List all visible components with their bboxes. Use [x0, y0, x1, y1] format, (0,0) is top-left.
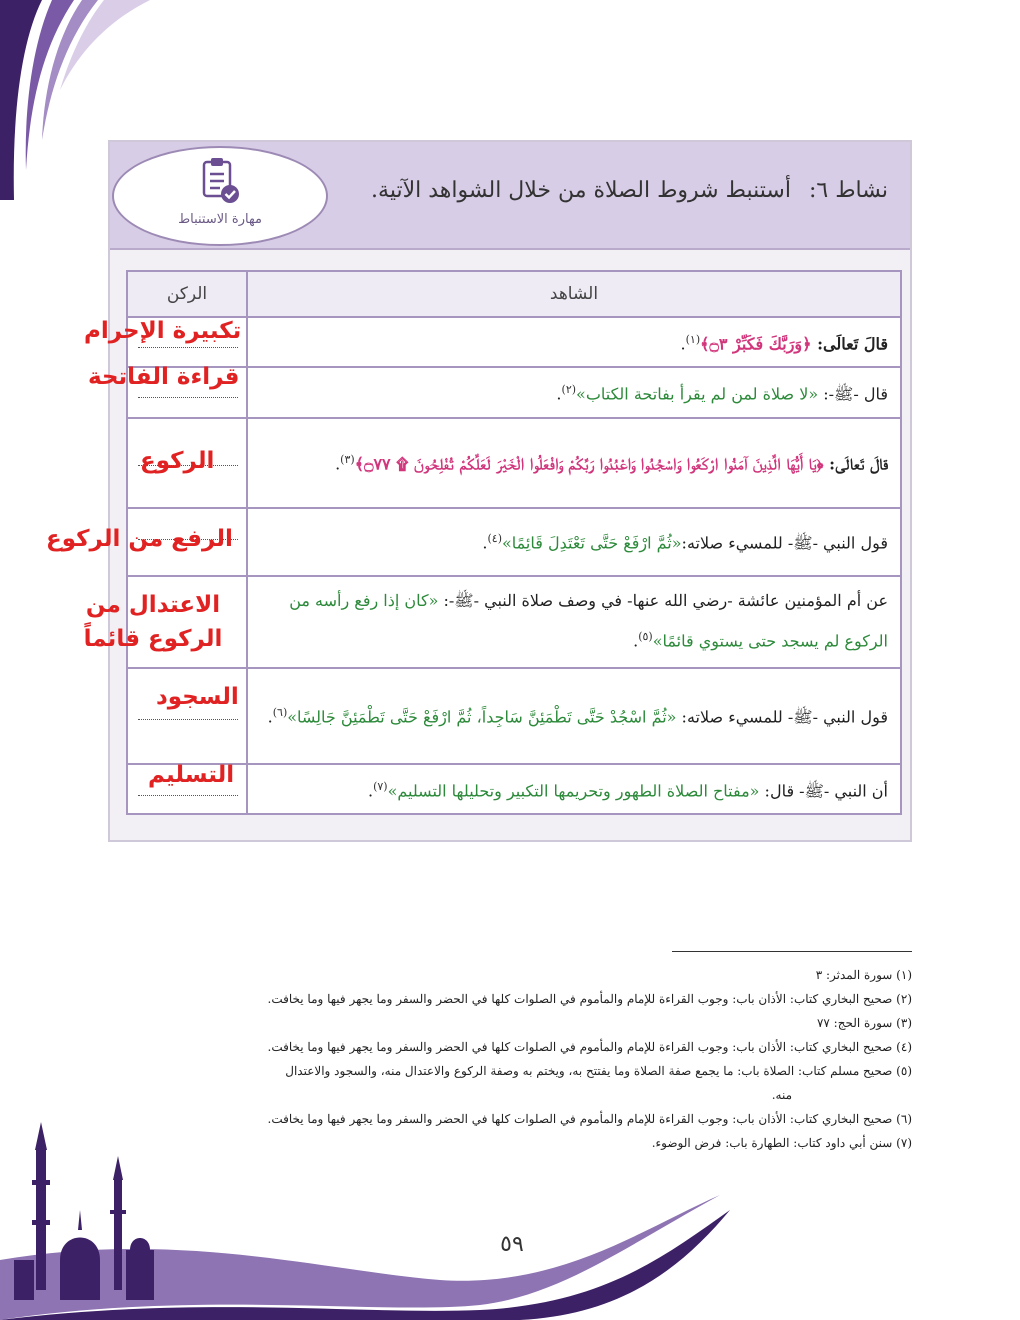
quote-open: «	[808, 384, 819, 404]
footnote-ref: (٧)	[373, 779, 388, 793]
evidence-text: وَرَبَّكَ فَكَبِّرْ ۝٣	[709, 334, 803, 354]
footnote-ref: (٤)	[487, 532, 502, 546]
footnote-4: (٤) صحيح البخاري كتاب: الأذان باب: وجوب القراءة للإمام والمأموم في الصلوات كلها في الحضر والسفر وما يجهر فيها وما يخافت.	[267, 1040, 912, 1054]
evidence-cell	[247, 418, 901, 508]
footnote-3: (٣) سورة الحج: ٧٧	[816, 1016, 912, 1030]
answer-takbir: تكبيرة الإحرام	[84, 318, 242, 344]
answer-itidal	[78, 588, 228, 656]
sentence-end: .	[367, 780, 374, 800]
answer-tasleem: التسليم	[148, 762, 235, 788]
evidence-cell	[247, 367, 901, 417]
answer-itidal-line1: الاعتدال من	[85, 592, 221, 618]
quote-open: ﴿	[802, 334, 818, 354]
sentence-end: .	[335, 454, 341, 474]
quote-open: «	[428, 591, 439, 611]
sentence-end: .	[633, 631, 639, 651]
evidence-text: مفتاح الصلاة الطهور وتحريمها التكبير وتحليلها التسليم	[397, 780, 750, 800]
sentence-end: .	[680, 334, 686, 354]
mosque-silhouette-decoration	[0, 1110, 1020, 1320]
evidence-text: لا صلاة لمن لم يقرأ بفاتحة الكتاب	[585, 384, 809, 404]
footnote-ref: (٣)	[340, 453, 355, 467]
evidence-intro: قالَ تَعالَى:	[817, 334, 888, 354]
evidence-cell	[247, 317, 901, 367]
table-header-row	[127, 271, 901, 317]
skill-badge	[112, 146, 328, 246]
page-number: ٥٩	[500, 1232, 524, 1257]
footnote-5-continued: منه.	[771, 1088, 792, 1102]
quote-close: »	[501, 533, 512, 553]
header-evidence: الشاهد	[247, 271, 901, 317]
skill-label: مهارة الاستنباط	[178, 212, 262, 227]
sentence-end: .	[482, 533, 488, 553]
quote-close: »	[387, 780, 398, 800]
quote-open: «	[666, 707, 677, 727]
footnote-ref: (٢)	[561, 383, 577, 397]
footnote-divider	[672, 951, 912, 952]
footnote-7: (٧) سنن أبي داود كتاب: الطهارة باب: فرض الوضوء.	[651, 1136, 912, 1150]
sentence-end: .	[556, 384, 562, 404]
footnote-ref: (٥)	[638, 630, 653, 644]
activity-instruction: أستنبط شروط الصلاة من خلال الشواهد الآتية.	[371, 178, 791, 203]
footnote-ref: (٦)	[272, 706, 288, 720]
activity-card	[108, 140, 912, 842]
evidence-cell	[247, 764, 901, 814]
table-row	[127, 668, 901, 764]
evidence-text: يَا أَيُّهَا الَّذِينَ آمَنُوا ارْكَعُوا وَاسْجُدُوا وَاعْبُدُوا رَبَّكُمْ وَافْعَلُوا الْخَيْرَ لَعَلَّكُمْ تُفْلِحُونَ ۩ ۝٧٧	[364, 454, 817, 474]
quote-close: ﴾	[700, 334, 710, 354]
quote-close: »	[576, 384, 586, 404]
evidence-intro: قول النبي -ﷺ- للمسيء صلاته:	[681, 533, 888, 553]
footnote-1: (١) سورة المدثر: ٣	[815, 968, 912, 982]
quote-close: »	[287, 707, 298, 727]
quote-open: «	[671, 533, 682, 553]
activity-header	[110, 142, 910, 250]
table-row	[127, 367, 901, 417]
evidence-cell	[247, 668, 901, 764]
table-row	[127, 764, 901, 814]
footnote-6: (٦) صحيح البخاري كتاب: الأذان باب: وجوب القراءة للإمام والمأموم في الصلوات كلها في الحضر والسفر وما يجهر فيها وما يخافت.	[267, 1112, 912, 1126]
evidence-intro: قالَ تَعالَى:	[829, 454, 888, 474]
table-row	[127, 418, 901, 508]
activity-title	[371, 178, 888, 203]
evidence-intro: قول النبي -ﷺ- للمسيء صلاته:	[676, 707, 888, 727]
table-row	[127, 576, 901, 668]
evidence-intro: عن أم المؤمنين عائشة -رضي الله عنها- في وصف صلاة النبي -ﷺ-:	[438, 591, 888, 611]
quote-open: «	[749, 780, 760, 800]
clipboard-checklist-icon	[200, 156, 240, 206]
answer-itidal-line2: الركوع قائماً	[83, 626, 223, 652]
activity-number: نشاط ٦:	[808, 178, 888, 203]
answer-raf: الرفع من الركوع	[46, 526, 233, 552]
answer-fatiha: قراءة الفاتحة	[88, 364, 240, 390]
evidence-text: كان إذا رفع رأسه من الركوع لم يسجد حتى يستوي قائمًا	[289, 591, 888, 651]
pillar-cell[interactable]	[127, 668, 247, 764]
footnote-2: (٢) صحيح البخاري كتاب: الأذان باب: وجوب القراءة للإمام والمأموم في الصلوات كلها في الحضر والسفر وما يجهر فيها وما يخافت.	[267, 992, 912, 1006]
evidence-text: ثُمَّ ارْفَعْ حَتَّى تَعْتَدِلَ قَائِمًا	[511, 533, 672, 553]
footnote-ref: (١)	[685, 333, 701, 346]
evidence-cell	[247, 508, 901, 576]
header-pillar: الركن	[127, 271, 247, 317]
footnote-5: (٥) صحيح مسلم كتاب: الصلاة باب: ما يجمع صفة الصلاة وما يفتتح به، ويختم به وصفة الركوع والاعتدال منه، والسجود والاعتدال	[285, 1064, 912, 1078]
evidence-text: ثُمَّ اسْجُدْ حَتَّى تَطْمَئِنَّ سَاجِداً، ثُمَّ ارْفَعْ حَتَّى تَطْمَئِنَّ جَالِسًا	[297, 707, 667, 727]
quote-open: ﴿	[816, 454, 830, 474]
sentence-end: .	[267, 707, 273, 727]
table-row	[127, 508, 901, 576]
evidence-table	[126, 270, 902, 815]
quote-close: »	[652, 631, 663, 651]
evidence-intro: قال -ﷺ-:	[818, 384, 888, 404]
evidence-intro: أن النبي -ﷺ- قال:	[759, 780, 888, 800]
quote-close: ﴾	[354, 454, 365, 474]
evidence-cell	[247, 576, 901, 668]
answer-rukoo: الركوع	[140, 448, 215, 474]
answer-sujood: السجود	[156, 684, 239, 710]
table-row	[127, 317, 901, 367]
